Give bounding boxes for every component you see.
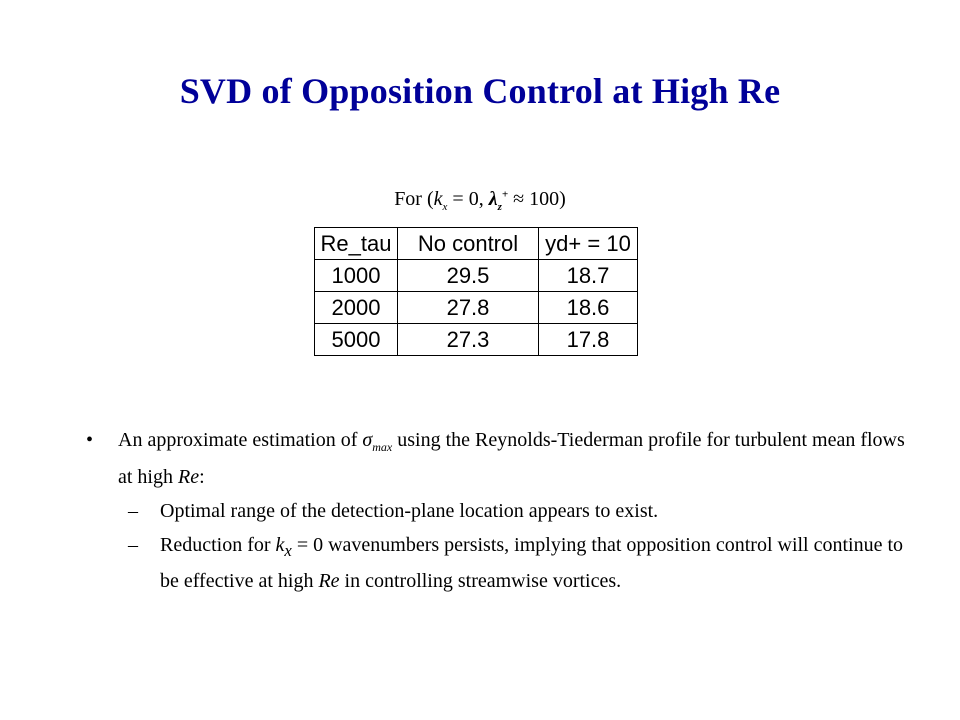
table-cell: 18.7 [539, 260, 638, 292]
sigma-max-symbol: $\sigma_{max}$ [362, 429, 393, 454]
table-header-cell: No control [398, 228, 539, 260]
bullet-main-text: An approximate estimation of $\sigma_{max}$ using the Reynolds-Tiederman profile for turbulent mean flows at high Re: [118, 429, 905, 488]
results-table [314, 227, 638, 356]
caption-value: 100) [529, 188, 566, 210]
table-cell: 5000 [315, 324, 398, 356]
kx-symbol: $k_x$ [275, 534, 292, 560]
caption-eq-zero: = 0, [447, 188, 489, 210]
sub-bullet-dash: – [128, 534, 138, 556]
table-caption [0, 188, 960, 213]
table-header-cell: Re_tau [315, 228, 398, 260]
table-cell: 27.8 [398, 292, 539, 324]
bullet-dot: • [86, 429, 94, 451]
table-row [315, 260, 638, 292]
table-row [315, 324, 638, 356]
table-cell: 18.6 [539, 292, 638, 324]
bullet-main [82, 425, 912, 492]
table-cell: 17.8 [539, 324, 638, 356]
sub-bullet-1 [82, 496, 912, 526]
table-header-row [315, 228, 638, 260]
table-header-cell: yd+ = 10 [539, 228, 638, 260]
table-cell: 1000 [315, 260, 398, 292]
caption-kx: $k_x$ [433, 188, 448, 213]
sub-bullet-2-text: Reduction for $k_x = 0$ wavenumbers persists, implying that opposition control will continue to be effective at high Re in controlling streamwise vortices. [160, 534, 904, 592]
sub-bullet-dash: – [128, 500, 138, 522]
table-cell: 29.5 [398, 260, 539, 292]
caption-approx: ≈ [508, 188, 530, 210]
table-cell: 2000 [315, 292, 398, 324]
sub-bullet-2 [82, 530, 912, 596]
sub-bullet-1-text: Optimal range of the detection-plane location appears to exist. [160, 500, 659, 522]
caption-prefix: For ( [394, 188, 434, 210]
bullet-list [82, 425, 912, 596]
table-cell: 27.3 [398, 324, 539, 356]
slide-title: SVD of Opposition Control at High Re [179, 71, 781, 111]
table-row [315, 292, 638, 324]
caption-lambda: $\lambda_z^+$ [488, 188, 509, 213]
